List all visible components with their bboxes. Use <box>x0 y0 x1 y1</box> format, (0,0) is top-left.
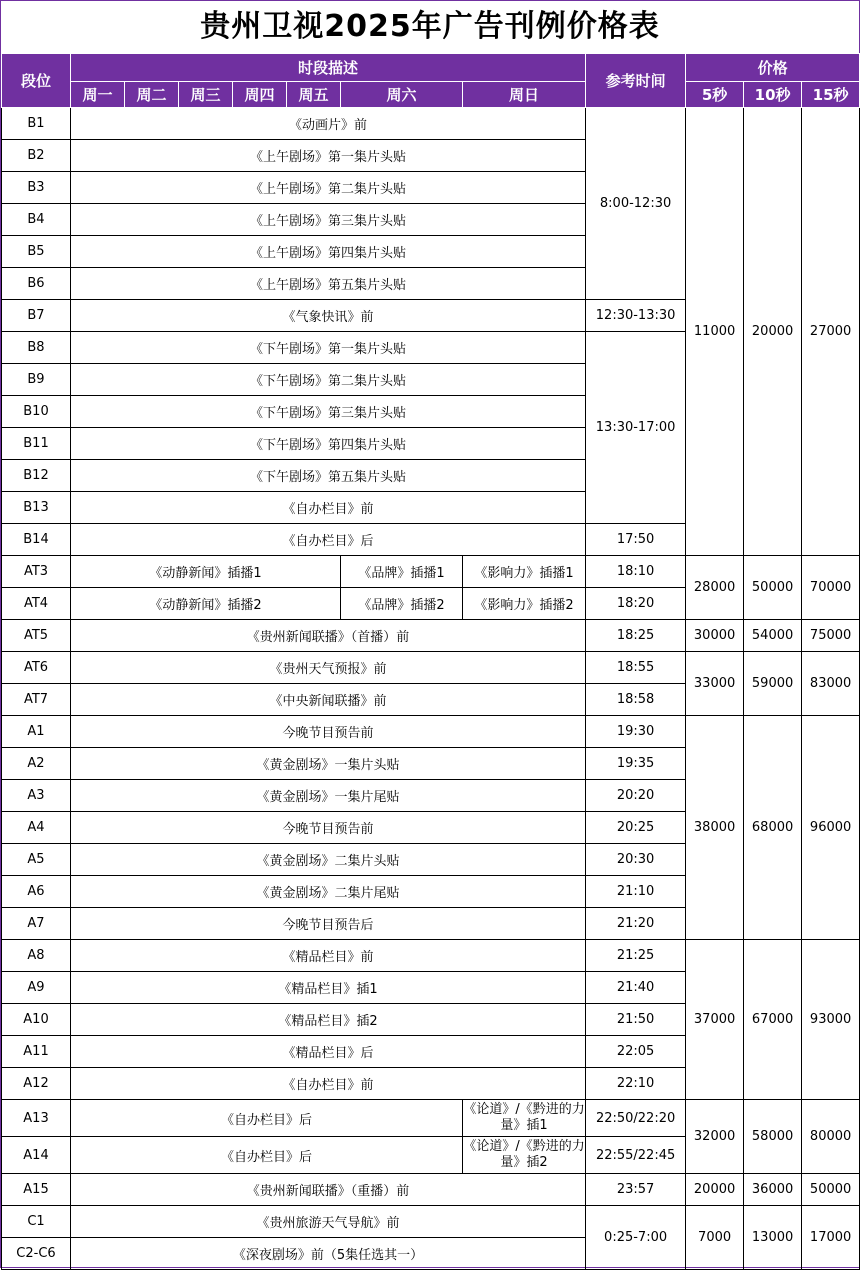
desc-cell: 《下午剧场》第四集片头贴 <box>71 428 586 460</box>
price-15s: 80000 <box>802 1100 860 1174</box>
header-slot: 段位 <box>2 54 71 108</box>
time-cell: 18:55 <box>586 652 686 684</box>
sunday-desc-cell: 《论道》/《黔进的力量》插1 <box>463 1100 586 1137</box>
desc-cell: 《下午剧场》第一集片头贴 <box>71 332 586 364</box>
desc-cell: 《精品栏目》插2 <box>71 1004 586 1036</box>
price-5s: 7000 <box>686 1206 744 1270</box>
desc-cell: 《精品栏目》插1 <box>71 972 586 1004</box>
sunday-desc-cell: 《影响力》插播2 <box>463 588 586 620</box>
time-cell: 12:30-13:30 <box>586 300 686 332</box>
time-cell: 21:10 <box>586 876 686 908</box>
table-row <box>2 652 860 684</box>
desc-cell: 《下午剧场》第二集片头贴 <box>71 364 586 396</box>
table-row <box>2 1174 860 1206</box>
desc-cell: 《下午剧场》第三集片头贴 <box>71 396 586 428</box>
price-10s: 20000 <box>744 108 802 556</box>
slot-cell: B3 <box>2 172 71 204</box>
price-15s: 96000 <box>802 716 860 940</box>
price-5s: 38000 <box>686 716 744 940</box>
slot-cell: A12 <box>2 1068 71 1100</box>
desc-cell: 今晚节目预告后 <box>71 908 586 940</box>
slot-cell: B6 <box>2 268 71 300</box>
sheet-title: 贵州卫视2025年广告刊例价格表 <box>200 9 660 44</box>
header-price: 价格 <box>686 54 860 82</box>
slot-cell: A11 <box>2 1036 71 1068</box>
slot-cell: A13 <box>2 1100 71 1137</box>
slot-cell: B7 <box>2 300 71 332</box>
desc-cell: 《中央新闻联播》前 <box>71 684 586 716</box>
price-table <box>1 53 860 1270</box>
saturday-desc-cell: 《品牌》插播1 <box>341 556 463 588</box>
header-duration: 10秒 <box>744 82 802 108</box>
price-10s: 58000 <box>744 1100 802 1174</box>
price-15s: 83000 <box>802 652 860 716</box>
slot-cell: A10 <box>2 1004 71 1036</box>
desc-cell: 《黄金剧场》二集片头贴 <box>71 844 586 876</box>
slot-cell: B10 <box>2 396 71 428</box>
time-cell: 22:50/22:20 <box>586 1100 686 1137</box>
time-cell: 17:50 <box>586 524 686 556</box>
weekday-desc-cell: 《动静新闻》插播2 <box>71 588 341 620</box>
slot-cell: C2-C6 <box>2 1238 71 1270</box>
desc-cell: 《自办栏目》后 <box>71 524 586 556</box>
weekday-desc-cell: 《动静新闻》插播1 <box>71 556 341 588</box>
time-cell: 18:20 <box>586 588 686 620</box>
time-cell: 23:57 <box>586 1174 686 1206</box>
desc-cell: 今晚节目预告前 <box>71 716 586 748</box>
price-15s: 93000 <box>802 940 860 1100</box>
time-cell: 20:30 <box>586 844 686 876</box>
slot-cell: B8 <box>2 332 71 364</box>
desc-cell: 《上午剧场》第二集片头贴 <box>71 172 586 204</box>
time-cell: 19:30 <box>586 716 686 748</box>
desc-cell: 《贵州旅游天气导航》前 <box>71 1206 586 1238</box>
desc-cell: 《上午剧场》第五集片头贴 <box>71 268 586 300</box>
slot-cell: B13 <box>2 492 71 524</box>
slot-cell: A9 <box>2 972 71 1004</box>
time-cell: 8:00-12:30 <box>586 108 686 300</box>
price-15s: 75000 <box>802 620 860 652</box>
price-5s: 20000 <box>686 1174 744 1206</box>
slot-cell: A2 <box>2 748 71 780</box>
desc-cell: 《贵州新闻联播》（重播）前 <box>71 1174 586 1206</box>
desc-cell: 《贵州新闻联播》（首播）前 <box>71 620 586 652</box>
slot-cell: B9 <box>2 364 71 396</box>
desc-cell: 《黄金剧场》一集片头贴 <box>71 748 586 780</box>
price-5s: 33000 <box>686 652 744 716</box>
time-cell: 22:55/22:45 <box>586 1137 686 1174</box>
slot-cell: B2 <box>2 140 71 172</box>
slot-cell: B12 <box>2 460 71 492</box>
table-row <box>2 556 860 588</box>
price-10s: 59000 <box>744 652 802 716</box>
price-5s: 11000 <box>686 108 744 556</box>
slot-cell: AT7 <box>2 684 71 716</box>
price-5s: 32000 <box>686 1100 744 1174</box>
slot-cell: A5 <box>2 844 71 876</box>
slot-cell: A8 <box>2 940 71 972</box>
header-duration: 5秒 <box>686 82 744 108</box>
desc-cell: 《气象快讯》前 <box>71 300 586 332</box>
time-cell: 22:05 <box>586 1036 686 1068</box>
table-row <box>2 108 860 140</box>
time-cell: 18:10 <box>586 556 686 588</box>
slot-cell: B1 <box>2 108 71 140</box>
desc-cell: 《自办栏目》前 <box>71 492 586 524</box>
table-row <box>2 620 860 652</box>
slot-cell: A7 <box>2 908 71 940</box>
time-cell: 21:20 <box>586 908 686 940</box>
header-day: 周六 <box>341 82 463 108</box>
slot-cell: A15 <box>2 1174 71 1206</box>
table-row <box>2 940 860 972</box>
slot-cell: A6 <box>2 876 71 908</box>
saturday-desc-cell: 《品牌》插播2 <box>341 588 463 620</box>
time-cell: 13:30-17:00 <box>586 332 686 524</box>
slot-cell: A14 <box>2 1137 71 1174</box>
slot-cell: A3 <box>2 780 71 812</box>
table-row <box>2 1206 860 1238</box>
time-cell: 19:35 <box>586 748 686 780</box>
desc-cell: 《贵州天气预报》前 <box>71 652 586 684</box>
time-cell: 21:25 <box>586 940 686 972</box>
sunday-desc-cell: 《影响力》插播1 <box>463 556 586 588</box>
price-10s: 36000 <box>744 1174 802 1206</box>
price-10s: 68000 <box>744 716 802 940</box>
desc-cell: 《自办栏目》前 <box>71 1068 586 1100</box>
time-cell: 18:25 <box>586 620 686 652</box>
header-day: 周四 <box>233 82 287 108</box>
desc-cell: 《上午剧场》第一集片头贴 <box>71 140 586 172</box>
time-cell: 21:40 <box>586 972 686 1004</box>
desc-cell: 《自办栏目》后 <box>71 1137 463 1174</box>
price-5s: 37000 <box>686 940 744 1100</box>
table-row <box>2 1100 860 1137</box>
time-cell: 18:58 <box>586 684 686 716</box>
price-10s: 54000 <box>744 620 802 652</box>
slot-cell: AT4 <box>2 588 71 620</box>
desc-cell: 《上午剧场》第三集片头贴 <box>71 204 586 236</box>
slot-cell: B14 <box>2 524 71 556</box>
price-15s: 50000 <box>802 1174 860 1206</box>
slot-cell: AT6 <box>2 652 71 684</box>
time-cell: 22:10 <box>586 1068 686 1100</box>
time-cell: 21:50 <box>586 1004 686 1036</box>
slot-cell: B11 <box>2 428 71 460</box>
slot-cell: AT5 <box>2 620 71 652</box>
header-day: 周五 <box>287 82 341 108</box>
price-15s: 70000 <box>802 556 860 620</box>
header-duration: 15秒 <box>802 82 860 108</box>
desc-cell: 《黄金剧场》二集片尾贴 <box>71 876 586 908</box>
slot-cell: B5 <box>2 236 71 268</box>
desc-cell: 《动画片》前 <box>71 108 586 140</box>
price-5s: 30000 <box>686 620 744 652</box>
price-10s: 13000 <box>744 1206 802 1270</box>
price-15s: 17000 <box>802 1206 860 1270</box>
desc-cell: 《精品栏目》后 <box>71 1036 586 1068</box>
desc-cell: 《精品栏目》前 <box>71 940 586 972</box>
desc-cell: 今晚节目预告前 <box>71 812 586 844</box>
header-day: 周二 <box>125 82 179 108</box>
price-5s: 28000 <box>686 556 744 620</box>
time-cell: 20:25 <box>586 812 686 844</box>
desc-cell: 《自办栏目》后 <box>71 1100 463 1137</box>
header-day: 周一 <box>71 82 125 108</box>
header-ref-time: 参考时间 <box>586 54 686 108</box>
header-day: 周日 <box>463 82 586 108</box>
time-cell: 20:20 <box>586 780 686 812</box>
sunday-desc-cell: 《论道》/《黔进的力量》插2 <box>463 1137 586 1174</box>
price-15s: 27000 <box>802 108 860 556</box>
table-row <box>2 716 860 748</box>
desc-cell: 《上午剧场》第四集片头贴 <box>71 236 586 268</box>
slot-cell: C1 <box>2 1206 71 1238</box>
header-desc: 时段描述 <box>71 54 586 82</box>
slot-cell: AT3 <box>2 556 71 588</box>
slot-cell: A1 <box>2 716 71 748</box>
desc-cell: 《黄金剧场》一集片尾贴 <box>71 780 586 812</box>
desc-cell: 《深夜剧场》前（5集任选其一） <box>71 1238 586 1270</box>
slot-cell: B4 <box>2 204 71 236</box>
slot-cell: A4 <box>2 812 71 844</box>
price-10s: 50000 <box>744 556 802 620</box>
desc-cell: 《下午剧场》第五集片头贴 <box>71 460 586 492</box>
header-day: 周三 <box>179 82 233 108</box>
time-cell: 0:25-7:00 <box>586 1206 686 1270</box>
price-10s: 67000 <box>744 940 802 1100</box>
